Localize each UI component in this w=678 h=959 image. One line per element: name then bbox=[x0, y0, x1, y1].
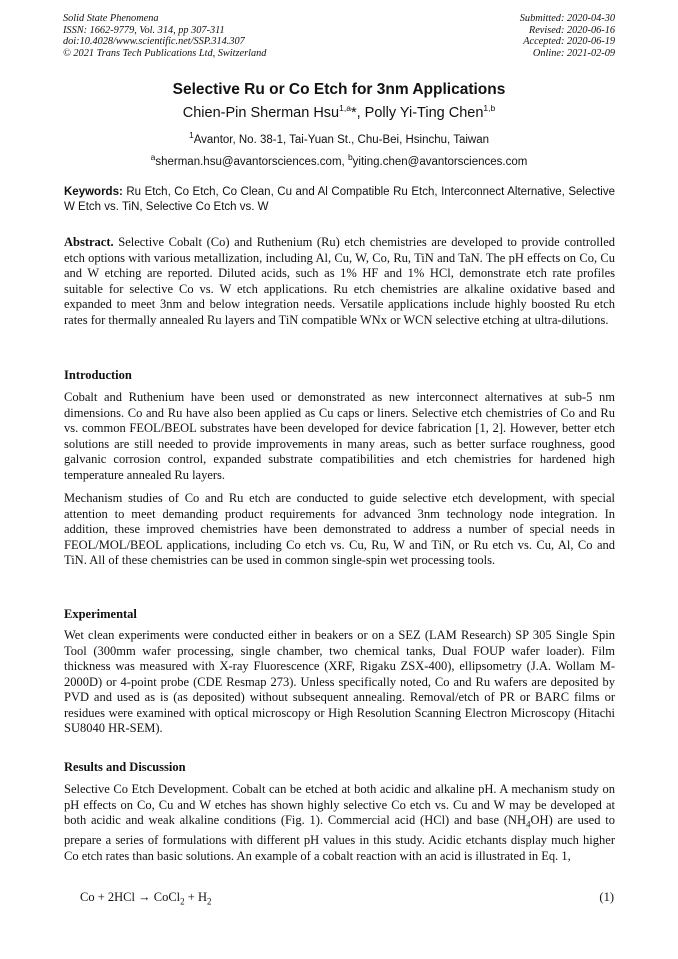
author-2-affil: 1,b bbox=[483, 103, 496, 113]
equation-lhs: Co + 2HCl bbox=[80, 890, 139, 904]
abstract-label: Abstract. bbox=[64, 235, 114, 249]
equation-sub-2: 2 bbox=[206, 896, 212, 907]
introduction-paragraph-1: Cobalt and Ruthenium have been used or demonstrated as new interconnect alternatives at sub-5 nm dimensions. Co and Ru have also been applied as Cu caps or liners. Selective etch chemistries of Co and Ru vs. common FEOL/BEOL substrates have been developed for device fabrication [1, 2]. However, better etch solutions are still needed to provide improvements in many areas, such as better surface roughness, good galvanic corrosion control, expanded substrate compatibilities and etch chemistries for hardened high temperature annealed Ru layers. bbox=[64, 390, 615, 482]
results-text-b: OH) are used to prepare a series of formulations with different pH values in this study. Acidic etchants display much higher Co etch rates than basic solutions. An example of a cobalt reaction with an acid is illustrated in Eq. 1, bbox=[64, 813, 615, 863]
author-1: Chien-Pin Sherman Hsu bbox=[182, 104, 340, 121]
reaction-arrow: → bbox=[138, 890, 151, 904]
introduction-heading: Introduction bbox=[64, 368, 132, 382]
author-1-affil: 1,a bbox=[339, 103, 351, 113]
online-date: Online: 2021-02-09 bbox=[532, 47, 615, 59]
keywords-label: Keywords: bbox=[64, 186, 123, 198]
results-subscript: 4 bbox=[526, 819, 531, 830]
equation-rhs-a: CoCl bbox=[150, 890, 181, 904]
results-paragraph bbox=[64, 782, 615, 864]
experimental-paragraph: Wet clean experiments were conducted either in beakers or on a SEZ (LAM Research) SP 305 Single Spin Tool (300mm wafer processing, single chamber, two chemical tanks, Dual FOUP wafer loader). Film thickness was measured with X-ray Fluorescence (XRF, Rigaku ZSX-400), ellipsometry (J.A. Wollam M-2000D) or 4-point probe (CDE Resmap 273). Unless specifically noted, Co and Ru wafers are deposited by PVD and used as is (as deposited) without subsequent annealing. Removal/etch of PR or BARC films or residues were examined with optical microscopy or High Resolution Scanning Electron Microscopy (Hitachi SU8040 HR-SEM). bbox=[64, 628, 615, 735]
journal-header-left bbox=[63, 13, 266, 59]
email-separator: , bbox=[341, 155, 348, 168]
author-line bbox=[0, 103, 678, 121]
revised-date: Revised: 2020-06-16 bbox=[528, 24, 615, 36]
copyright-line: © 2021 Trans Tech Publications Ltd, Switzerland bbox=[63, 47, 267, 59]
paper-title: Selective Ru or Co Etch for 3nm Applications bbox=[172, 81, 506, 98]
author-2: Polly Yi-Ting Chen bbox=[364, 104, 484, 121]
abstract-text: Selective Cobalt (Co) and Ruthenium (Ru) etch chemistries are developed to provide controlled etch options with various metallization, including Al, Cu, W, Co, Ru, TiN and TaN. The pH effects on Co, Cu and W etching are reported. Diluted acids, such as 1% HF and 1% HCl, demonstrate etch rate profiles suitable for selective Co vs. W etch applications. Ru etch chemistries are alkaline oxidative based and expanded to meet 3nm and below integration needs. Versatile applications include highly boosted Ru etch rates for thermally annealed Ru layers and TiN compatible WNx or WCN selective etching at ultra-dilutions. bbox=[64, 235, 615, 327]
accepted-date: Accepted: 2020-06-19 bbox=[523, 36, 615, 48]
email-line bbox=[0, 152, 678, 168]
email-a-sup: a bbox=[150, 152, 156, 162]
results-text-a: Selective Co Etch Development. Cobalt can be etched at both acidic and alkaline pH. A mechanism study on pH effects on Co, Cu and W etches has shown highly selective Co etch vs. Cu and W may be developed at both acidic and weak alkaline conditions (Fig. 1). Commercial acid (HCl) and base (NH bbox=[64, 782, 615, 827]
equation-number: (1) bbox=[599, 890, 614, 904]
equation-1 bbox=[80, 890, 211, 907]
email-a[interactable]: sherman.hsu@avantorsciences.com bbox=[155, 155, 342, 168]
equation-rhs-b: + H bbox=[184, 890, 207, 904]
journal-header-right bbox=[520, 13, 615, 59]
introduction-paragraph-2: Mechanism studies of Co and Ru etch are conducted to guide selective etch development, with special attention to meet demanding product requirements for advanced 3nm technology node integration. In addition, these improved chemistries have been demonstrated to address a number of special needs in FEOL/MOL/BEOL applications, including Co etch vs. Cu, Ru, W and TiN, or Ru etch vs. Cu, Al, Co and TiN. All of these chemistries can be used in common single-spin wet processing tools. bbox=[64, 491, 615, 567]
email-b-sup: b bbox=[347, 152, 353, 162]
submitted-date: Submitted: 2020-04-30 bbox=[519, 13, 615, 24]
issn-line: ISSN: 1662-9779, Vol. 314, pp 307-311 bbox=[63, 24, 225, 36]
keywords-text: Ru Etch, Co Etch, Co Clean, Cu and Al Compatible Ru Etch, Interconnect Alternative, Selective W Etch vs. TiN, Selective Co Etch vs. W bbox=[64, 186, 615, 213]
journal-name: Solid State Phenomena bbox=[63, 13, 159, 24]
doi-line: doi:10.4028/www.scientific.net/SSP.314.307 bbox=[63, 36, 245, 48]
affiliation-sup: 1 bbox=[188, 130, 194, 140]
corresponding-mark: *, bbox=[350, 104, 365, 121]
affiliation bbox=[0, 130, 678, 146]
abstract bbox=[64, 235, 615, 328]
experimental-heading: Experimental bbox=[64, 607, 137, 621]
results-heading: Results and Discussion bbox=[64, 760, 186, 774]
email-b[interactable]: yiting.chen@avantorsciences.com bbox=[352, 155, 528, 168]
equation-sub-1: 2 bbox=[180, 896, 185, 907]
affiliation-text: Avantor, No. 38-1, Tai-Yuan St., Chu-Bei, Hsinchu, Taiwan bbox=[193, 133, 490, 146]
keywords bbox=[64, 185, 615, 215]
